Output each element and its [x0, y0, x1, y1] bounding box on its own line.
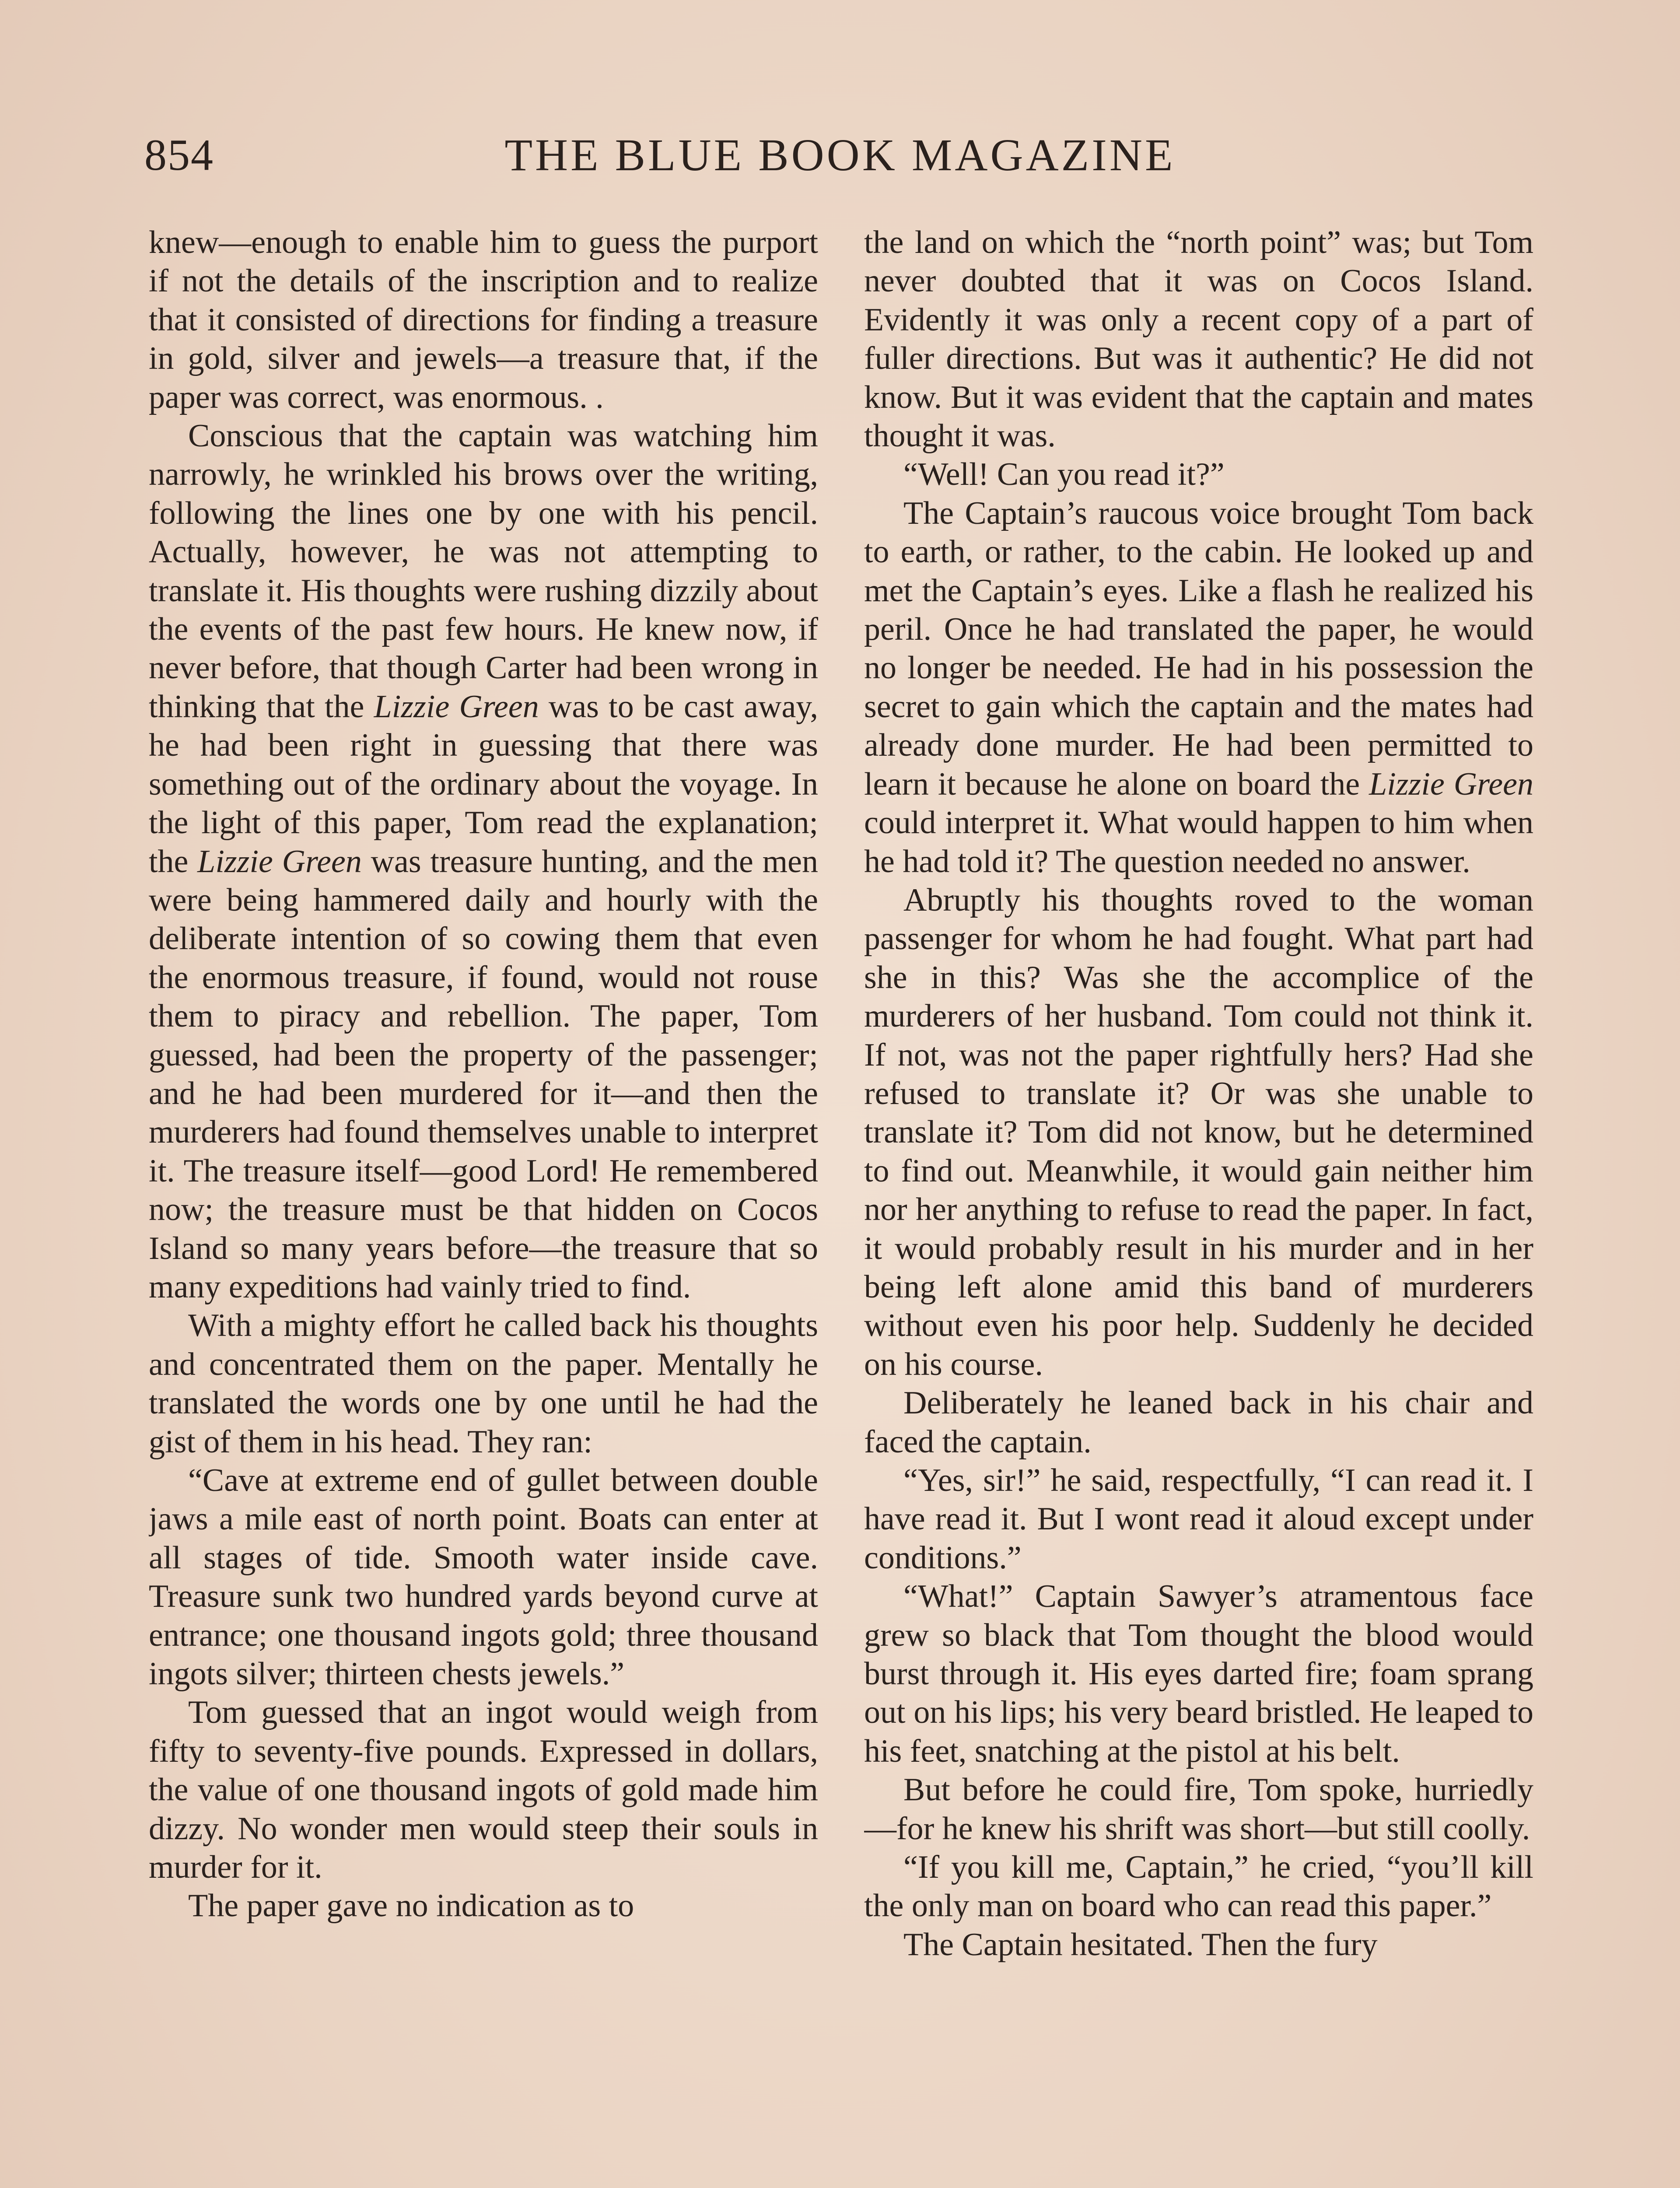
- paragraph: “Well! Can you read it?”: [903, 456, 1225, 493]
- paragraph: Conscious that the captain was watching him narrowly, he wrinkled his brows over the writing, following the lines one by one with his pencil. Actually, however, he was not attempting to translate it. His thoughts were rushing dizzily about the events of the past few hours. He knew now, if never before, that though Carter had been wrong in thinking that the Lizzie Green was to be cast away, he had been right in guessing that there was something out of the ordinary about the voyage. In the light of this paper, Tom read the explanation; the Lizzie Green was treasure hunting, and the men were being hammered daily and hourly with the deliberate intention of so cowing them that even the enormous treasure, if found, would not rouse them to piracy and rebellion. The paper, Tom guessed, had been the property of the passenger; and he had been murdered for it—and then the murderers had found themselves unable to interpret it. The treasure itself—good Lord! He remembered now; the treasure must be that hidden on Cocos Island so many years before—the treasure that so many expeditions had vainly tried to find.: [149, 418, 818, 1305]
- paragraph: Deliberately he leaned back in his chair and faced the captain.: [864, 1385, 1533, 1460]
- paragraph: The Captain hesitated. Then the fury: [903, 1926, 1378, 1963]
- paragraph: “If you kill me, Captain,” he cried, “you’ll kill the only man on board who can read this paper.”: [864, 1849, 1533, 1924]
- paragraph: “Cave at extreme end of gullet between double jaws a mile east of north point. Boats can enter at all stages of tide. Smooth water inside cave. Treasure sunk two hundred yards beyond curve at entrance; one thousand ingots gold; three thousand ingots silver; thirteen chests jewels.”: [149, 1462, 818, 1692]
- right-column: [864, 223, 1533, 2188]
- ship-name: Lizzie Green: [197, 843, 362, 880]
- paragraph: The Captain’s raucous voice brought Tom back to earth, or rather, to the cabin. He looked up and met the Captain’s eyes. Like a flash he realized his peril. Once he had translated the paper, he would no longer be needed. He had in his possession the secret to gain which the captain and the mates had already done murder. He had been permitted to learn it because he alone on board the Lizzie Green could interpret it. What would happen to him when he had told it? The question needed no answer.: [864, 495, 1533, 880]
- paragraph: the land on which the “north point” was; but Tom never doubted that it was on Cocos Island. Evidently it was only a recent copy of a part of fuller directions. But was it authentic? He did not know. But it was evident that the captain and mates thought it was.: [864, 224, 1533, 454]
- left-column: [149, 223, 818, 2188]
- paragraph: The paper gave no indication as to: [188, 1888, 634, 1924]
- paragraph: Abruptly his thoughts roved to the woman passenger for whom he had fought. What part had she in this? Was she the accomplice of the murderers of her husband. Tom could not think it. If not, was not the paper rightfully hers? Had she refused to translate it? Or was she unable to translate it? Tom did not know, but he determined to find out. Meanwhile, it would gain neither him nor her anything to refuse to read the paper. In fact, it would probably result in his murder and in her being left alone amid this band of murderers without even his poor help. Suddenly he decided on his course.: [864, 882, 1533, 1382]
- paragraph: knew—enough to enable him to guess the purport if not the details of the inscription and to realize that it consisted of directions for finding a treasure in gold, silver and jewels—a treasure that, if the paper was correct, was enormous. .: [149, 224, 818, 415]
- page-header: [144, 127, 1536, 184]
- paragraph: “Yes, sir!” he said, respectfully, “I can read it. I have read it. But I wont read it aloud except under conditions.”: [864, 1462, 1533, 1576]
- paragraph: Tom guessed that an ingot would weigh from fifty to seventy-five pounds. Expressed in dollars, the value of one thousand ingots of gold made him dizzy. No wonder men would steep their souls in murder for it.: [149, 1694, 818, 1886]
- ship-name: Lizzie Green: [1369, 766, 1533, 802]
- paragraph: With a mighty effort he called back his thoughts and concentrated them on the paper. Mentally he translated the words one by one until he had the gist of them in his head. They ran:: [149, 1308, 818, 1460]
- page-number: 854: [144, 130, 214, 180]
- paragraph: But before he could fire, Tom spoke, hurriedly—for he knew his shrift was short—but still coolly.: [864, 1772, 1533, 1847]
- paragraph: “What!” Captain Sawyer’s atramentous face grew so black that Tom thought the blood would burst through it. His eyes darted fire; foam sprang out on his lips; his very beard bristled. He leaped to his feet, snatching at the pistol at his belt.: [864, 1578, 1533, 1769]
- magazine-title: THE BLUE BOOK MAGAZINE: [504, 130, 1176, 180]
- ship-name: Lizzie Green: [374, 688, 539, 725]
